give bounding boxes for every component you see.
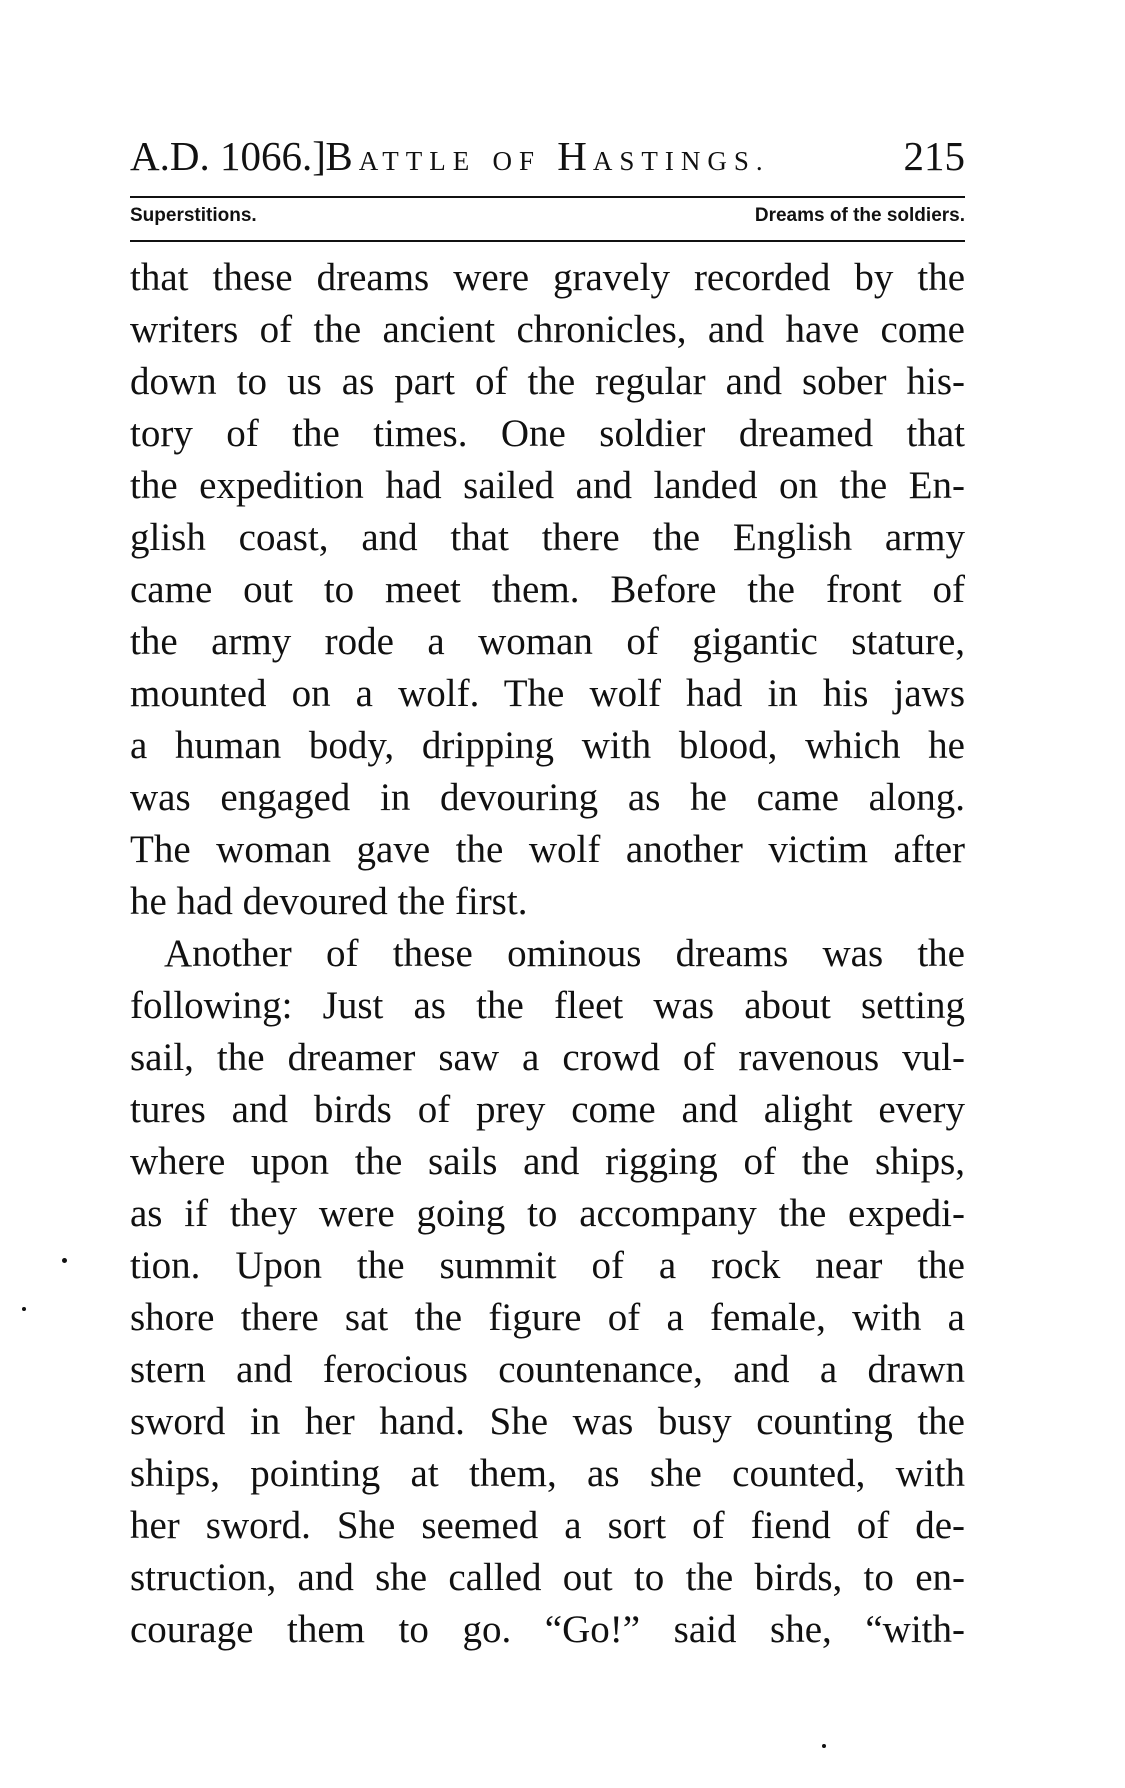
text-line: shore there sat the figure of a female, with a [130, 1296, 965, 1339]
marginal-subheading [130, 199, 965, 233]
text-line: mounted on a wolf. The wolf had in his jaws [130, 672, 965, 715]
text-line: tory of the times. One soldier dreamed that [130, 412, 965, 455]
body-text [130, 252, 965, 1656]
title-word-astings: ASTINGS. [592, 146, 770, 176]
text-line: tures and birds of prey come and alight every [130, 1088, 965, 1131]
text-line: sword in her hand. She was busy counting the [130, 1400, 965, 1443]
title-initial-h: H [557, 133, 593, 179]
chapter-title [130, 128, 965, 189]
ink-speck [62, 1258, 67, 1263]
text-line: writers of the ancient chronicles, and have come [130, 308, 965, 351]
text-line: struction, and she called out to the birds, to en- [130, 1556, 965, 1599]
page-number: 215 [903, 133, 965, 179]
text-line: came out to meet them. Before the front of [130, 568, 965, 611]
text-line: he had devoured the first. [130, 880, 528, 923]
text-line: following: Just as the fleet was about setting [130, 984, 965, 1027]
header-rule-top [130, 196, 965, 198]
text-line: tion. Upon the summit of a rock near the [130, 1244, 965, 1287]
text-line: was engaged in devouring as he came along. [130, 776, 965, 819]
text-line: the expedition had sailed and landed on the En- [130, 464, 965, 507]
text-line: Another of these ominous dreams was the [164, 932, 965, 975]
subheading-left: Superstitions. [130, 205, 257, 226]
paragraph-1 [130, 252, 965, 928]
title-word-of: OF [492, 146, 541, 176]
title-initial-b: B [325, 133, 359, 179]
text-line: courage them to go. “Go!” said she, “with- [130, 1608, 965, 1651]
header-rule-bottom [130, 240, 965, 242]
text-line: sail, the dreamer saw a crowd of ravenous vul- [130, 1036, 965, 1079]
text-line: down to us as part of the regular and sober his- [130, 360, 965, 403]
book-page [130, 0, 965, 1788]
ink-speck [22, 1307, 26, 1311]
running-head [130, 128, 965, 184]
subheading-right: Dreams of the soldiers. [754, 205, 965, 226]
text-line: as if they were going to accompany the expedi- [130, 1192, 965, 1235]
text-line: that these dreams were gravely recorded by the [130, 256, 965, 299]
text-line: ships, pointing at them, as she counted, with [130, 1452, 965, 1495]
text-line: a human body, dripping with blood, which he [130, 724, 965, 767]
paragraph-2 [130, 928, 965, 1656]
text-line: The woman gave the wolf another victim after [130, 828, 965, 871]
ink-speck [822, 1744, 826, 1748]
text-line: where upon the sails and rigging of the ships, [130, 1140, 965, 1183]
text-line: stern and ferocious countenance, and a drawn [130, 1348, 965, 1391]
title-word-attle: ATTLE [358, 146, 477, 176]
text-line: her sword. She seemed a sort of fiend of de- [130, 1504, 965, 1547]
date-heading: A.D. 1066.] [130, 133, 326, 179]
text-line: the army rode a woman of gigantic stature, [130, 620, 965, 663]
text-line: glish coast, and that there the English army [130, 516, 965, 559]
